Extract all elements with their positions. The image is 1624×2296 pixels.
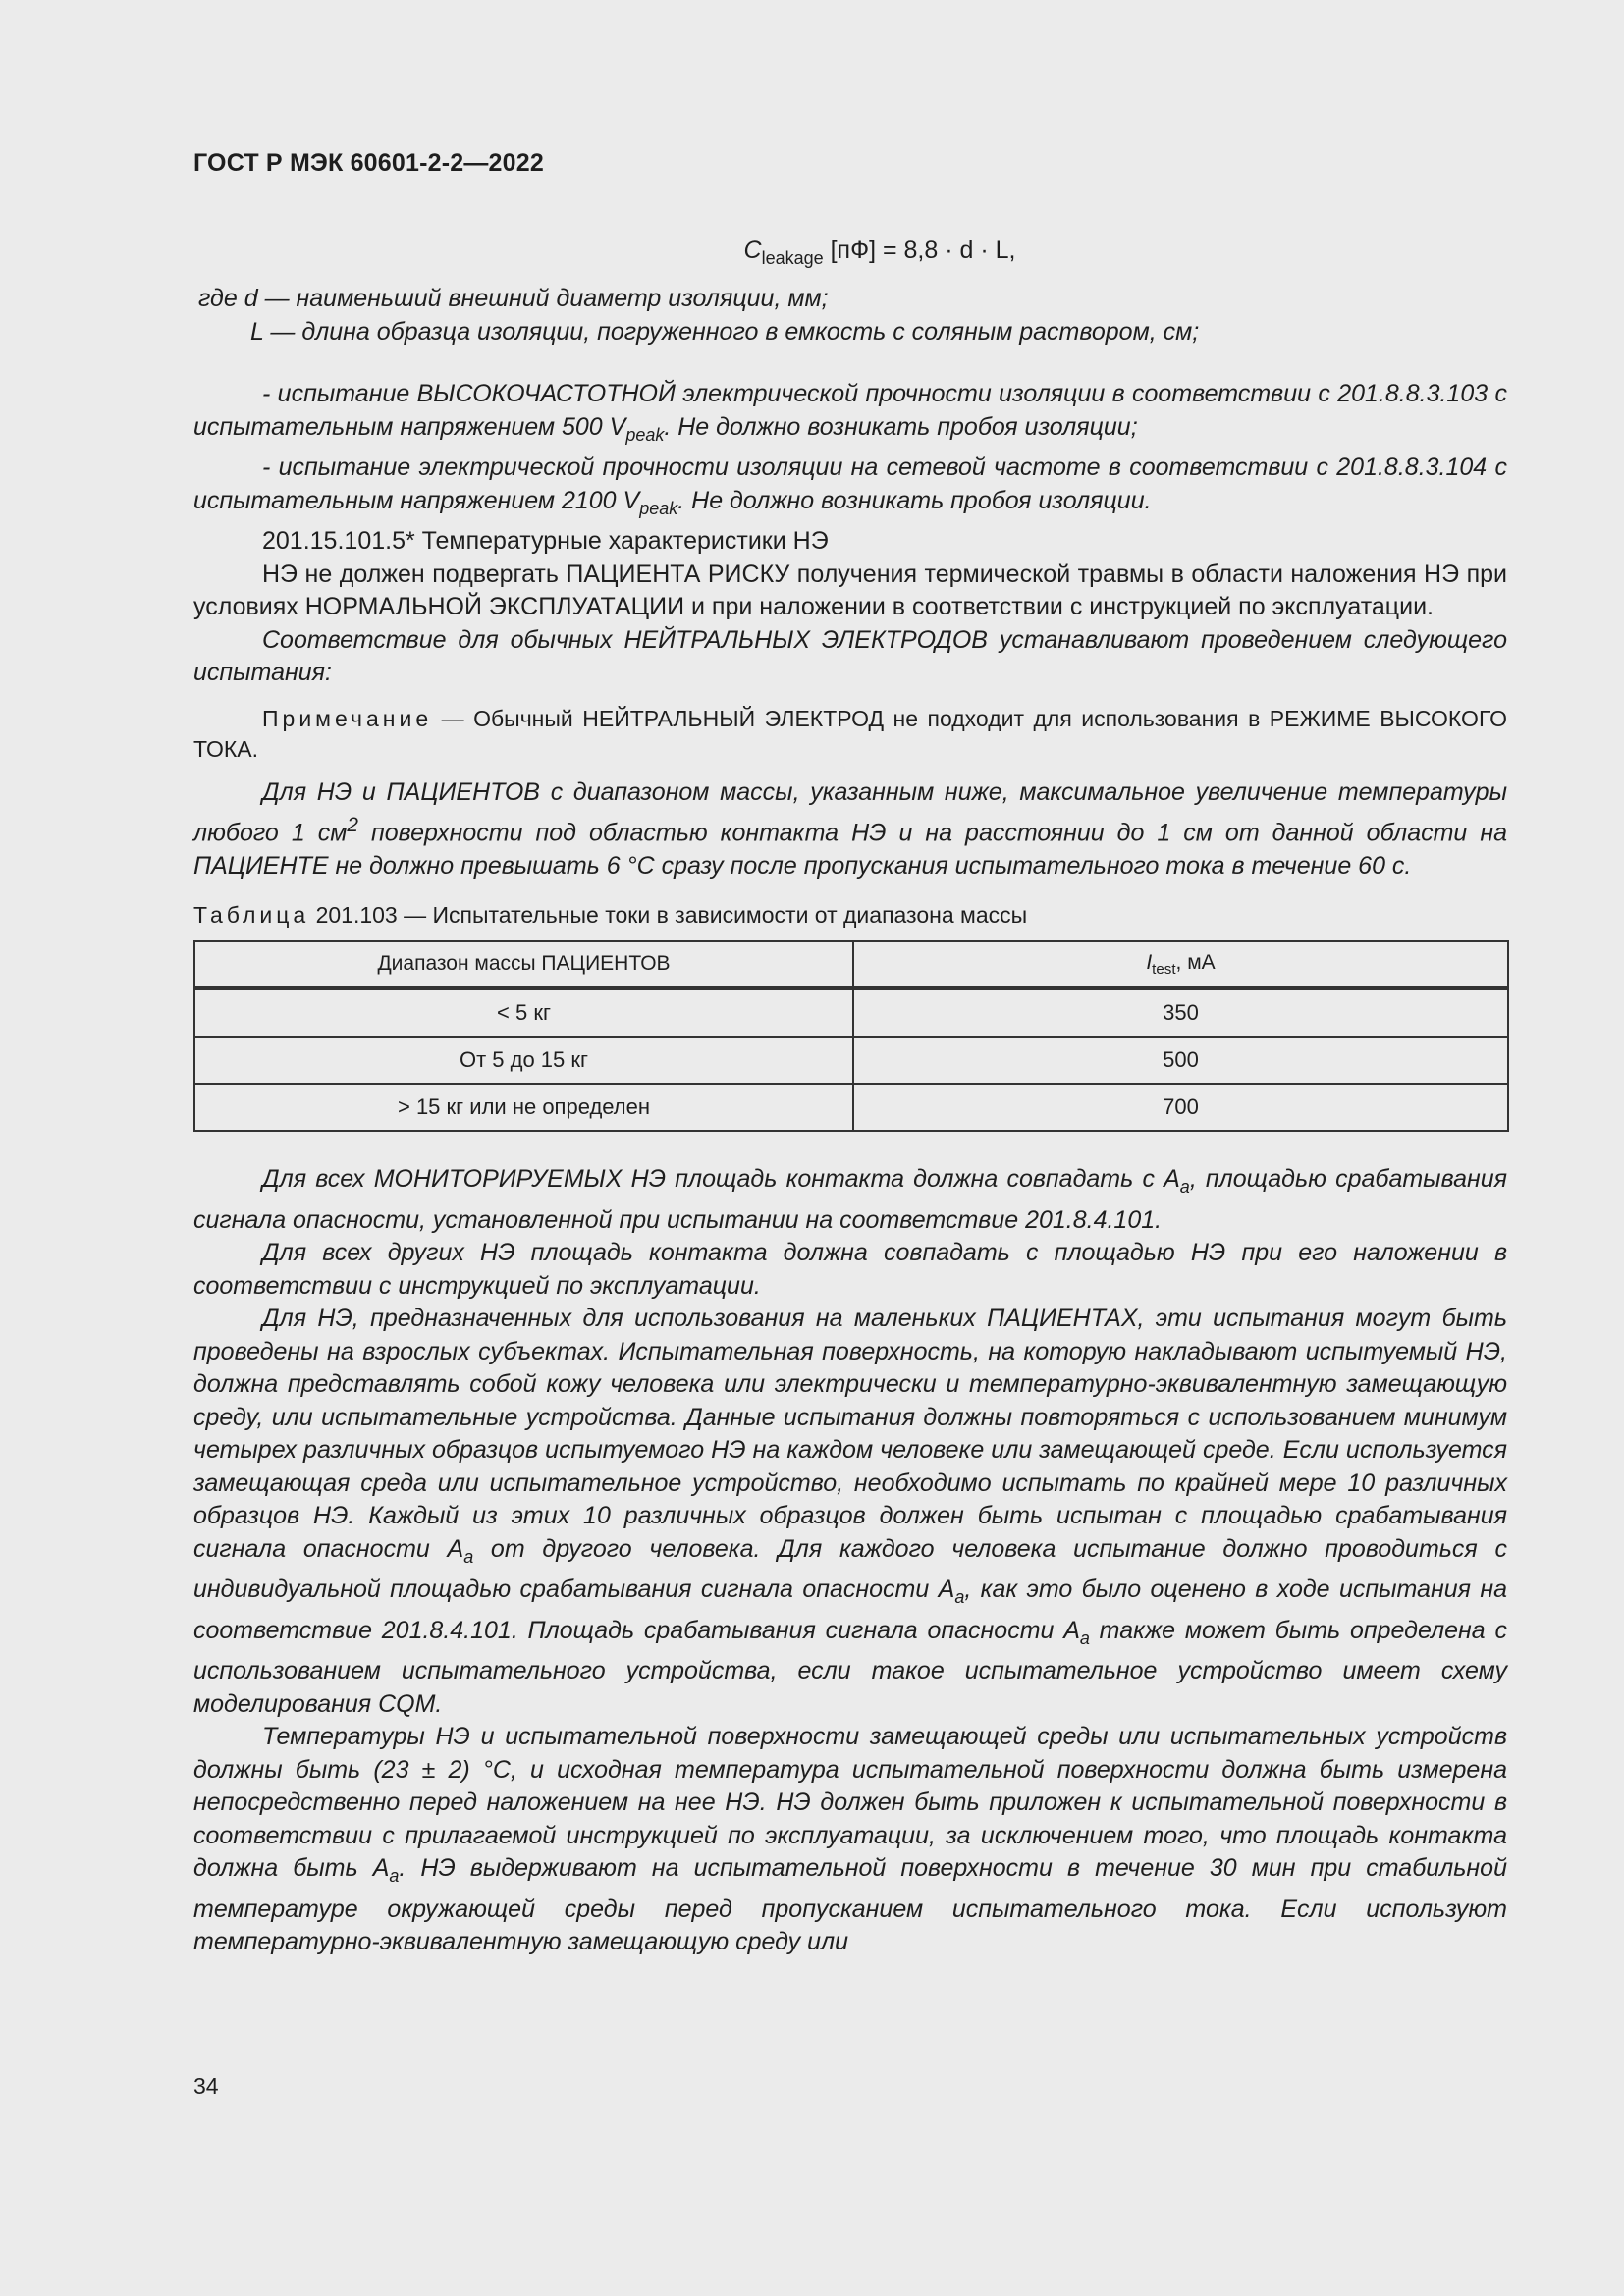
para3-end: поверхности под областью контакта НЭ и на расстоянии до 1 см от данной области на ПАЦИЕНТЕ не должно превышать 6 °C сразу после пропускания испытательного тока в течение 60 с. bbox=[193, 819, 1507, 880]
col2-unit: , мА bbox=[1175, 950, 1216, 974]
paragraph-compliance: Соответствие для обычных НЕЙТРАЛЬНЫХ ЭЛЕКТРОДОВ устанавливают проведением следующего испытания: bbox=[193, 625, 1507, 686]
document-header: ГОСТ Р МЭК 60601-2-2—2022 bbox=[193, 149, 544, 177]
bullet1-sub: peak bbox=[625, 424, 665, 445]
col2-symbol: I bbox=[1146, 950, 1153, 974]
cell-value: 350 bbox=[853, 988, 1508, 1038]
para3-sup: 2 bbox=[347, 814, 358, 836]
para6-b: от другого человека. Для каждого человека испытание должно проводиться с индивидуальной площадью срабатывания сигнала опасности A bbox=[193, 1534, 1507, 1604]
table-header-row bbox=[194, 941, 1508, 988]
table-caption bbox=[193, 902, 1507, 929]
bullet1-text: - испытание ВЫСОКОЧАСТОТНОЙ электрической прочности изоляции в соответствии с 201.8.8.3.103 с испытательным напряжением 500 V bbox=[193, 380, 1507, 441]
bullet2-end: . Не должно возникать пробоя изоляции. bbox=[677, 486, 1152, 514]
para7-b: . НЭ выдерживают на испытательной поверхности в течение 30 мин при стабильной температуре окружающей среды перед пропусканием испытательного тока. Если используют температурно-эквивалентную замещающую среду или bbox=[193, 1854, 1507, 1956]
document-page bbox=[193, 137, 1507, 1959]
note-text: — Обычный НЕЙТРАЛЬНЫЙ ЭЛЕКТРОД не подходит для использования в РЕЖИМЕ ВЫСОКОГО ТОКА. bbox=[193, 705, 1507, 762]
paragraph-temperatures bbox=[193, 1721, 1507, 1959]
cell-value: 700 bbox=[853, 1084, 1508, 1131]
cell-range: От 5 до 15 кг bbox=[194, 1037, 853, 1084]
cell-range: > 15 кг или не определен bbox=[194, 1084, 853, 1131]
col-test-current bbox=[853, 941, 1508, 988]
bullet-mains-test bbox=[193, 452, 1507, 525]
table-label: Таблица bbox=[193, 902, 310, 929]
formula-rest: [пФ] = 8,8 · d · L, bbox=[823, 237, 1016, 264]
paragraph-monitored-ne bbox=[193, 1163, 1507, 1237]
cell-value: 500 bbox=[853, 1037, 1508, 1084]
note-label: Примечание bbox=[262, 705, 433, 731]
formula-symbol: C bbox=[743, 237, 762, 264]
section-title: 201.15.101.5* Температурные характеристики НЭ bbox=[262, 527, 829, 555]
paragraph-other-ne: Для всех других НЭ площадь контакта должна совпадать с площадью НЭ при его наложении в соответствии с инструкцией по эксплуатации. bbox=[193, 1239, 1507, 1300]
cell-range: < 5 кг bbox=[194, 988, 853, 1038]
para7-a: Температуры НЭ и испытательной поверхности замещающей среды или испытательных устройств должны быть (23 ± 2) °C, и исходная температура испытательной поверхности должна быть измерена непосредственно перед наложением на нее НЭ. НЭ должен быть приложен к испытательной поверхности в соответствии с прилагаемой инструкцией по эксплуатации, за исключением того, что площадь контакта должна быть A bbox=[193, 1723, 1507, 1883]
bullet1-end: . Не должно возникать пробоя изоляции; bbox=[664, 412, 1138, 441]
page-number: 34 bbox=[193, 2073, 219, 2099]
para6-sub2: a bbox=[954, 1587, 965, 1608]
bullet2-sub: peak bbox=[639, 498, 678, 518]
para4-text: Для всех МОНИТОРИРУЕМЫХ НЭ площадь контакта должна совпадать с A bbox=[262, 1165, 1180, 1194]
note bbox=[193, 704, 1507, 765]
para6-c: , как это было оценено в ходе испытания на соответствие 201.8.4.101. Площадь срабатывания сигнала опасности A bbox=[193, 1575, 1507, 1644]
table-row bbox=[194, 1037, 1508, 1084]
where-line-l: L — длина образца изоляции, погруженного в емкость с соляным раствором, см; bbox=[250, 317, 1200, 346]
col-mass-range: Диапазон массы ПАЦИЕНТОВ bbox=[194, 941, 853, 988]
para6-sub3: a bbox=[1079, 1628, 1090, 1648]
para4-end: , площадью срабатывания сигнала опасности, установленной при испытании на соответствие 201.8.4.101. bbox=[193, 1165, 1507, 1234]
para4-sub: a bbox=[1179, 1177, 1190, 1198]
where-line-d: где d — наименьший внешний диаметр изоляции, мм; bbox=[198, 285, 829, 312]
table-row bbox=[194, 1084, 1508, 1131]
paragraph-thermal-risk: НЭ не должен подвергать ПАЦИЕНТА РИСКУ получения термической травмы в области наложения НЭ при условиях НОРМАЛЬНОЙ ЭКСПЛУАТАЦИИ и при наложении в соответствии с инструкцией по эксплуатации. bbox=[193, 560, 1507, 620]
bullet-hf-test bbox=[193, 378, 1507, 452]
para6-a: Для НЭ, предназначенных для использования на маленьких ПАЦИЕНТАХ, эти испытания могут быть проведены на взрослых субъектах. Испытательная поверхность, на которую накладывают испытуемый НЭ, должна представлять собой кожу человека или электрически и температурно-эквивалентную замещающую среду, или испытательные устройства. Данные испытания должны повторяться с использованием минимум четырех различных образцов испытуемого НЭ на каждом человеке или замещающей среде. Если используется замещающая среда или испытательное устройство, необходимо испытать по крайней мере 10 различных образцов НЭ. Каждый из этих 10 различных образцов должен быть испытан с площадью срабатывания сигнала опасности A bbox=[193, 1305, 1507, 1563]
para3-text: Для НЭ и ПАЦИЕНТОВ с диапазоном массы, указанным ниже, максимальное увеличение температуры любого 1 см bbox=[193, 777, 1507, 847]
para6-d: также может быть определена с использованием испытательного устройства, если такое испытательное устройство имеет схему моделирования CQM. bbox=[193, 1616, 1507, 1718]
paragraph-small-patients bbox=[193, 1303, 1507, 1721]
paragraph-temperature-limit bbox=[193, 776, 1507, 883]
bullet2-text: - испытание электрической прочности изоляции на сетевой частоте в соответствии с 201.8.8.3.104 с испытательным напряжением 2100 V bbox=[193, 454, 1507, 514]
para7-sub: a bbox=[389, 1866, 400, 1887]
table-row bbox=[194, 988, 1508, 1038]
para6-sub1: a bbox=[463, 1546, 474, 1567]
col2-sub: test bbox=[1152, 960, 1176, 978]
test-currents-table bbox=[193, 940, 1509, 1132]
table-caption-text: 201.103 — Испытательные токи в зависимости от диапазона массы bbox=[309, 902, 1028, 929]
leakage-formula bbox=[252, 237, 1507, 269]
formula-subscript: leakage bbox=[761, 248, 824, 268]
